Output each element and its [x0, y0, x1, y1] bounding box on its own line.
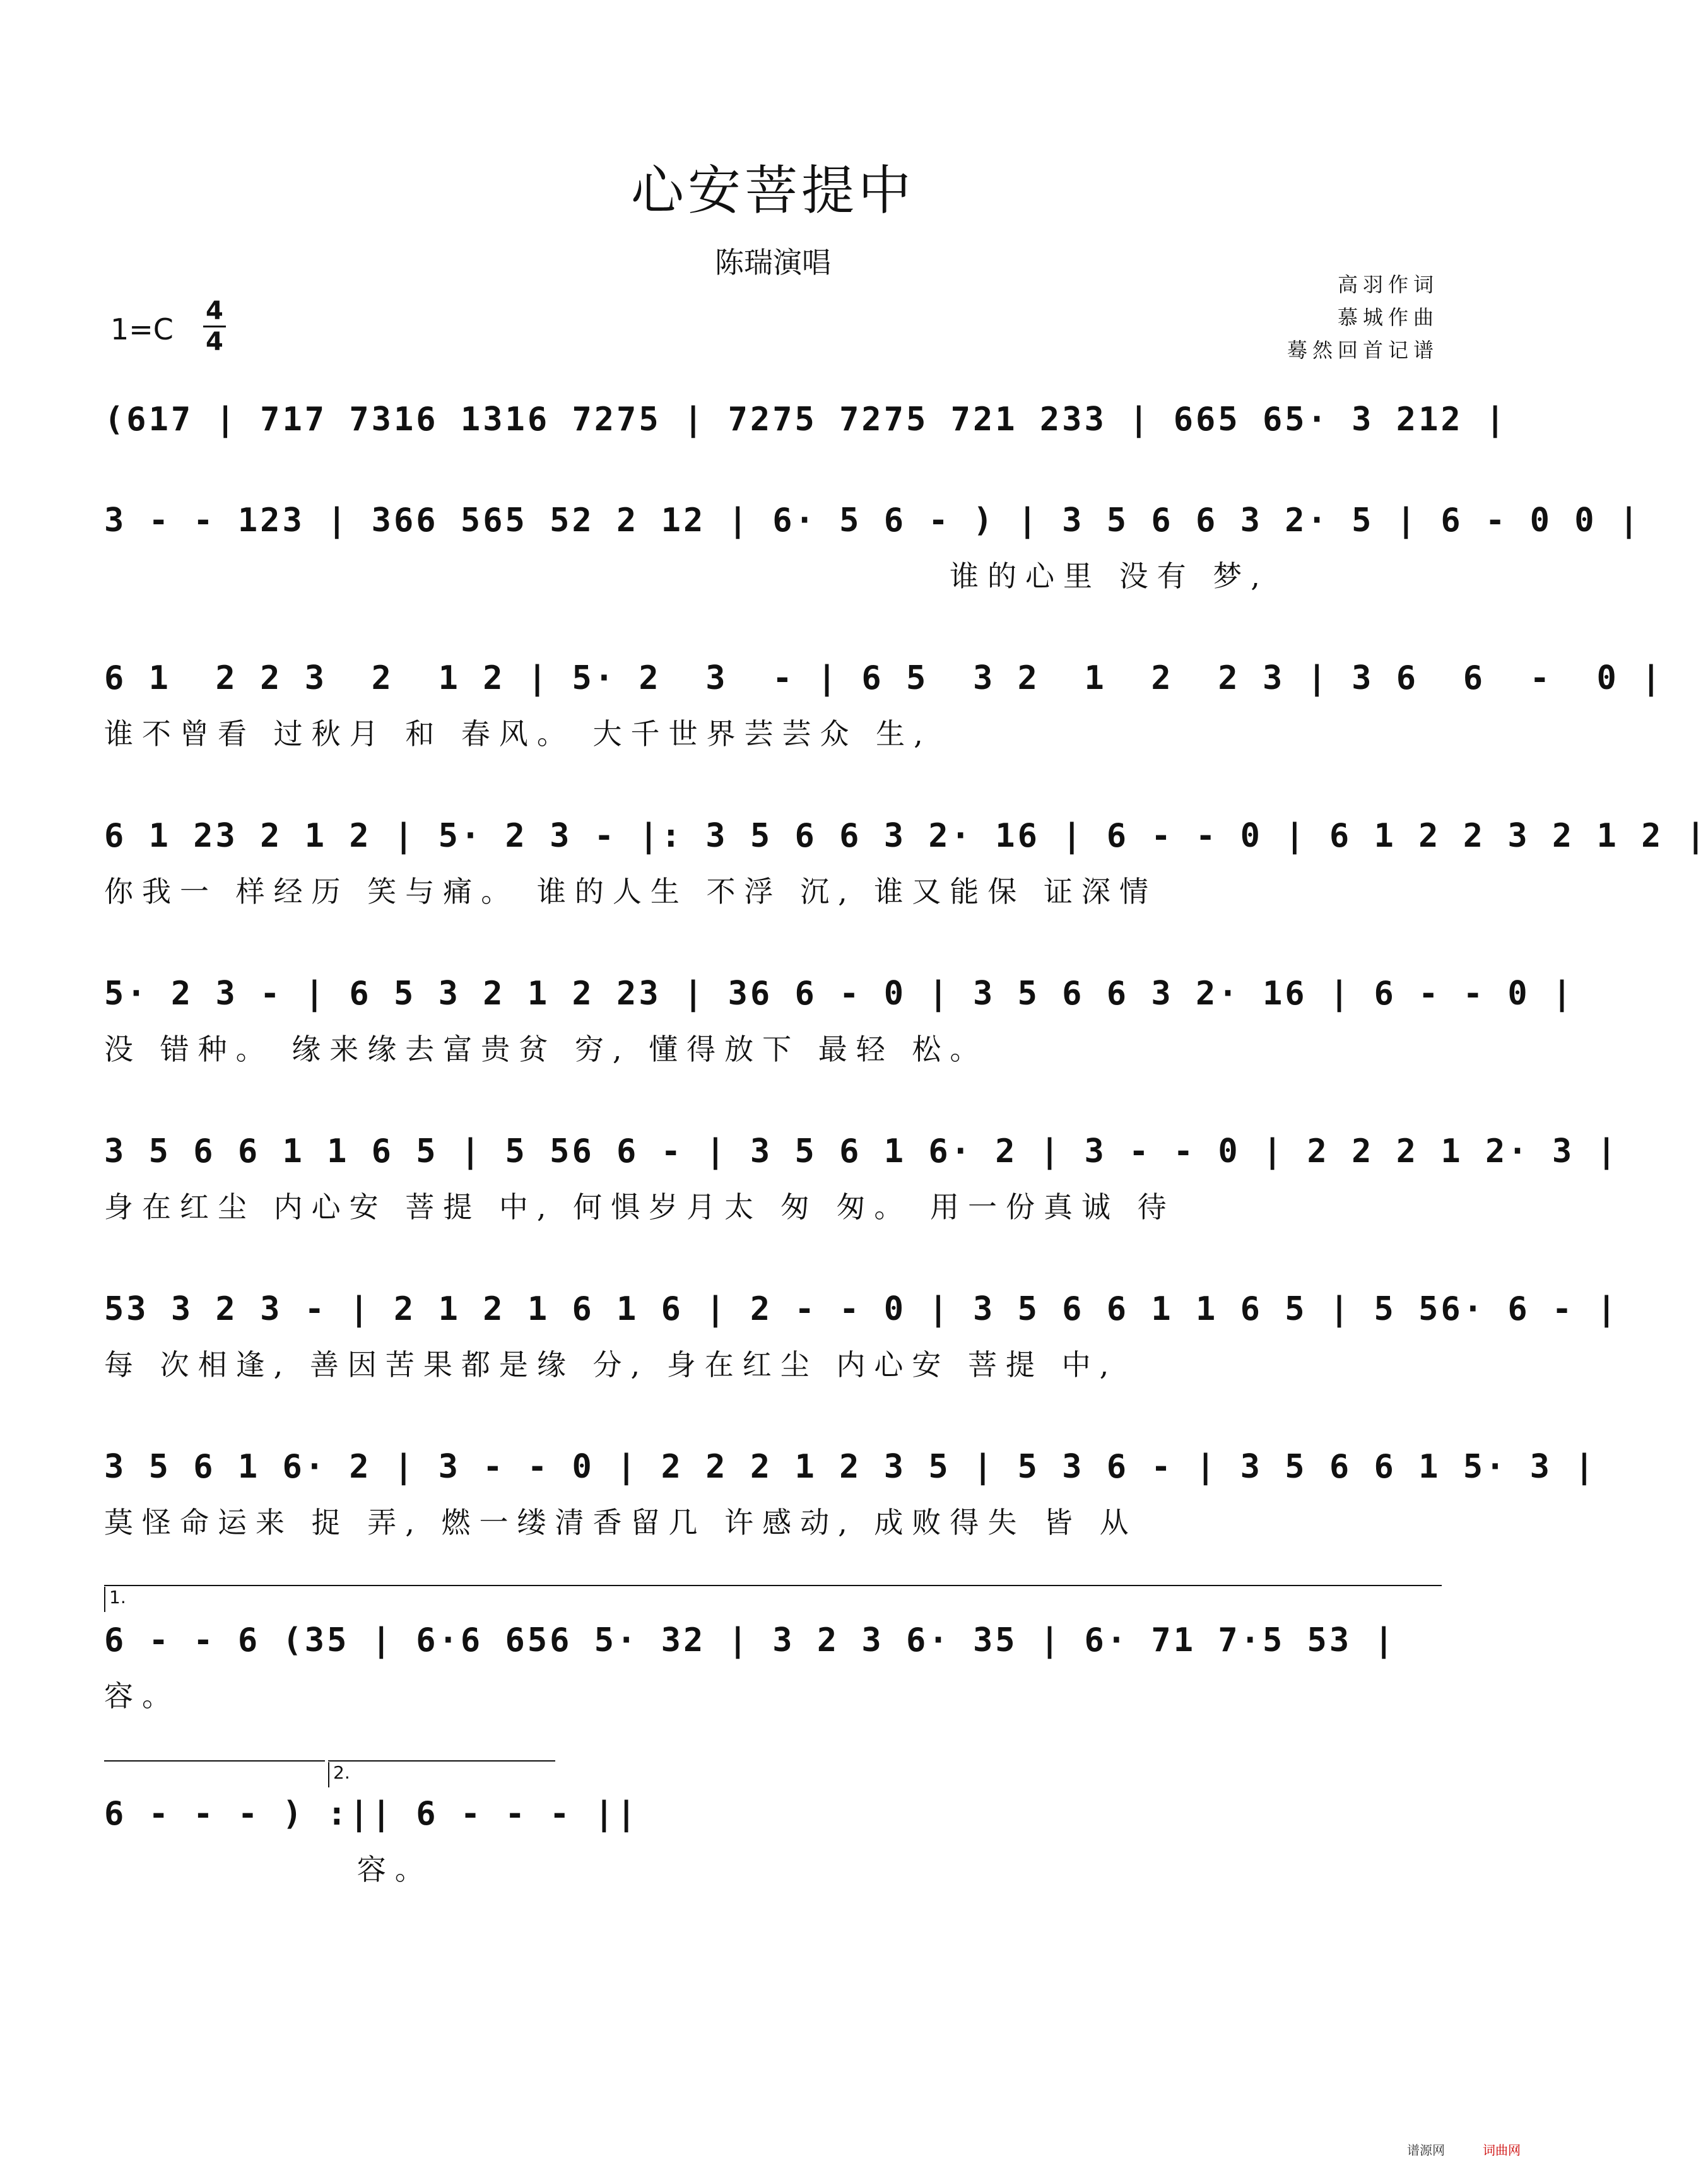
lyrics-row: 你我一 样经历 笑与痛。 谁的人生 不浮 沉, 谁又能保 证深情 [104, 874, 1157, 909]
score-line-6 [104, 1129, 1619, 1229]
score-line-1 [104, 397, 1508, 497]
notes-row: 3 - - 123 | 366 565 52 2 12 | 6· 5 6 - ) | 3 5 6 6 3 2· 5 | 6 - 0 0 | [104, 502, 1642, 539]
singer-credit: 陈瑞演唱 [715, 245, 831, 279]
volta-second-ending: 2. [328, 1762, 350, 1787]
volta-bracket-1 [104, 1585, 1442, 1586]
notes-row: 6 1 23 2 1 2 | 5· 2 3 - |: 3 5 6 6 3 2· 16 | 6 - - 0 | 6 1 2 2 3 2 1 2 | [104, 817, 1708, 855]
lyrics-row: 每 次相逢, 善因苦果都是缘 分, 身在红尘 内心安 菩提 中, [104, 1348, 1118, 1382]
notes-row: 3 5 6 6 1 1 6 5 | 5 56 6 - | 3 5 6 1 6· 2 | 3 - - 0 | 2 2 2 1 2· 3 | [104, 1133, 1619, 1170]
score-line-3 [104, 656, 1664, 756]
composer-credit: 慕城作曲 [1337, 305, 1439, 329]
time-denominator: 4 [206, 327, 223, 356]
notes-row: 6 - - 6 (35 | 6·6 656 5· 32 | 3 2 3 6· 35 | 6· 71 7·5 53 | [104, 1621, 1396, 1659]
notes-row: 6 1 2 2 3 2 1 2 | 5· 2 3 - | 6 5 3 2 1 2 2 3 | 3 6 6 - 0 | [104, 659, 1664, 697]
lyrics-row: 容。 [104, 1852, 433, 1886]
lyrics-row: 谁的心里 没有 梦, [950, 559, 1269, 593]
footer-mark-left: 谱源网 [1407, 2143, 1445, 2158]
score-line-9 [104, 1618, 1442, 1718]
volta-bracket-2 [328, 1760, 555, 1762]
lyrics-row: 谁不曾看 过秋月 和 春风。 大千世界芸芸众 生, [104, 717, 932, 751]
notes-row: 6 - - - ) :|| 6 - - - || [104, 1795, 639, 1833]
lyrics-row [104, 453, 1442, 497]
key-signature: 1=C [110, 312, 174, 346]
song-title: 心安菩提中 [630, 160, 915, 221]
footer-mark-right: 词曲网 [1483, 2143, 1521, 2158]
notes-row: 3 5 6 1 6· 2 | 3 - - 0 | 2 2 2 1 2 3 5 | 5 3 6 - | 3 5 6 6 1 5· 3 | [104, 1448, 1597, 1486]
time-signature [203, 297, 226, 356]
score-line-4 [104, 814, 1708, 914]
score-line-5 [104, 972, 1575, 1071]
score-line-8 [104, 1445, 1597, 1544]
notes-row: 5· 2 3 - | 6 5 3 2 1 2 23 | 36 6 - 0 | 3 5 6 6 3 2· 16 | 6 - - 0 | [104, 975, 1575, 1013]
score-line-7 [104, 1287, 1619, 1387]
credits-block [1287, 268, 1439, 367]
volta-bracket-1b [104, 1760, 325, 1762]
score-line-10 [104, 1792, 1442, 1892]
lyrics-row: 没 错种。 缘来缘去富贵贫 穷, 懂得放下 最轻 松。 [104, 1032, 988, 1066]
score-line-2 [104, 498, 1642, 598]
time-numerator: 4 [203, 297, 226, 327]
lyrics-row: 容。 [104, 1679, 180, 1713]
lyrics-row: 身在红尘 内心安 菩提 中, 何惧岁月太 匆 匆。 用一份真诚 待 [104, 1190, 1175, 1224]
transcriber-credit: 蓦然回首记谱 [1287, 338, 1439, 362]
lyricist-credit: 高羽作词 [1337, 273, 1439, 297]
lyrics-row: 莫怪命运来 捉 弄, 燃一缕清香留几 许感动, 成败得失 皆 从 [104, 1505, 1138, 1539]
volta-first-ending: 1. [104, 1587, 126, 1612]
notes-row: (617 | 717 7316 1316 7275 | 7275 7275 721 233 | 665 65· 3 212 | [104, 401, 1508, 438]
notes-row: 53 3 2 3 - | 2 1 2 1 6 1 6 | 2 - - 0 | 3 5 6 6 1 1 6 5 | 5 56· 6 - | [104, 1290, 1619, 1328]
